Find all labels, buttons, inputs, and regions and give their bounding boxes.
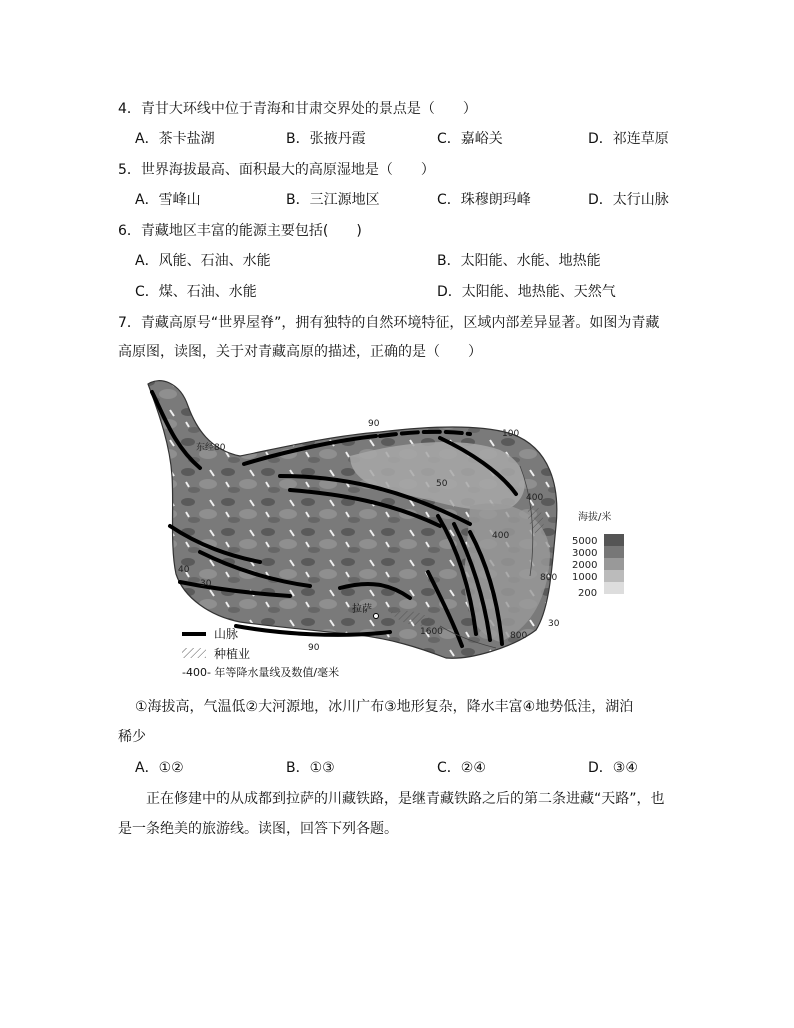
map-label-40: 40 — [178, 565, 190, 575]
q4-option-c: C．嘉峪关 — [437, 131, 503, 147]
map-label-30: 30 — [200, 579, 212, 589]
map-label-400b: 400 — [492, 531, 510, 541]
lhasa-marker — [374, 614, 379, 619]
elevation-1000: 1000 — [572, 572, 598, 583]
elevation-5000: 5000 — [572, 536, 598, 547]
q7-stem-line1: 7．青藏高原号“世界屋脊”，拥有独特的自然环境特征，区域内部差异显著。如图为青藏 — [118, 315, 660, 331]
q5-stem: 5．世界海拔最高、面积最大的高原湿地是（ ） — [118, 162, 435, 178]
q7-option-a: A．①② — [135, 760, 184, 776]
legend-isohyet: -400- 年等降水量线及数值/毫米 — [182, 666, 340, 679]
q6-option-b: B．太阳能、水能、地热能 — [437, 253, 601, 269]
map-label-800b: 800 — [510, 631, 528, 641]
elevation-3000: 3000 — [572, 548, 598, 559]
q6-option-c: C．煤、石油、水能 — [135, 284, 257, 300]
q7-statements-line2: 稀少 — [118, 729, 146, 745]
q4-option-d: D．祁连草原 — [588, 131, 669, 147]
q7-option-b: B．①③ — [286, 760, 335, 776]
map-label-1600: 1600 — [420, 627, 443, 637]
map-label-50: 50 — [436, 479, 448, 489]
q6-option-a: A．风能、石油、水能 — [135, 253, 271, 269]
q5-option-a: A．雪峰山 — [135, 192, 201, 208]
tibetan-plateau-map — [140, 376, 680, 682]
q6-stem: 6．青藏地区丰富的能源主要包括( ) — [118, 223, 362, 239]
q7-statements-line1: ①海拔高，气温低②大河源地，冰川广布③地形复杂，降水丰富④地势低洼，湖泊 — [135, 699, 634, 715]
q4-option-b: B．张掖丹霞 — [286, 131, 366, 147]
elevation-legend — [572, 510, 624, 599]
map-label-400a: 400 — [526, 493, 544, 503]
passage-line1: 正在修建中的从成都到拉萨的川藏铁路，是继青藏铁路之后的第二条进藏“天路”，也 — [146, 791, 665, 807]
map-label-800a: 800 — [540, 573, 558, 583]
map-label-lon80: 东经80 — [196, 443, 226, 453]
q7-stem-line2: 高原图，读图，关于对青藏高原的描述，正确的是（ ） — [118, 344, 482, 360]
q4-stem: 4．青甘大环线中位于青海和甘肃交界处的景点是（ ） — [118, 101, 477, 117]
elevation-2000: 2000 — [572, 560, 598, 571]
q5-option-b: B．三江源地区 — [286, 192, 380, 208]
legend-farming: 种植业 — [214, 647, 251, 661]
map-label-e90b: 90 — [308, 643, 320, 653]
lhasa-label: 拉萨 — [352, 604, 372, 615]
q4-option-a: A．茶卡盐湖 — [135, 131, 215, 147]
legend-mountains: 山脉 — [214, 627, 239, 641]
q5-option-c: C．珠穆朗玛峰 — [437, 192, 531, 208]
passage-line2: 是一条绝美的旅游线。读图，回答下列各题。 — [118, 821, 398, 837]
q6-option-d: D．太阳能、地热能、天然气 — [437, 284, 616, 300]
q5-option-d: D．太行山脉 — [588, 192, 669, 208]
elevation-200: 200 — [578, 588, 598, 599]
map-label-lat30: 30 — [548, 619, 560, 629]
q7-option-d: D．③④ — [588, 760, 638, 776]
q7-option-c: C．②④ — [437, 760, 486, 776]
map-label-e90: 90 — [368, 419, 380, 429]
map-label-e100: 100 — [502, 429, 520, 439]
elevation-legend-title: 海拔/米 — [578, 512, 612, 523]
